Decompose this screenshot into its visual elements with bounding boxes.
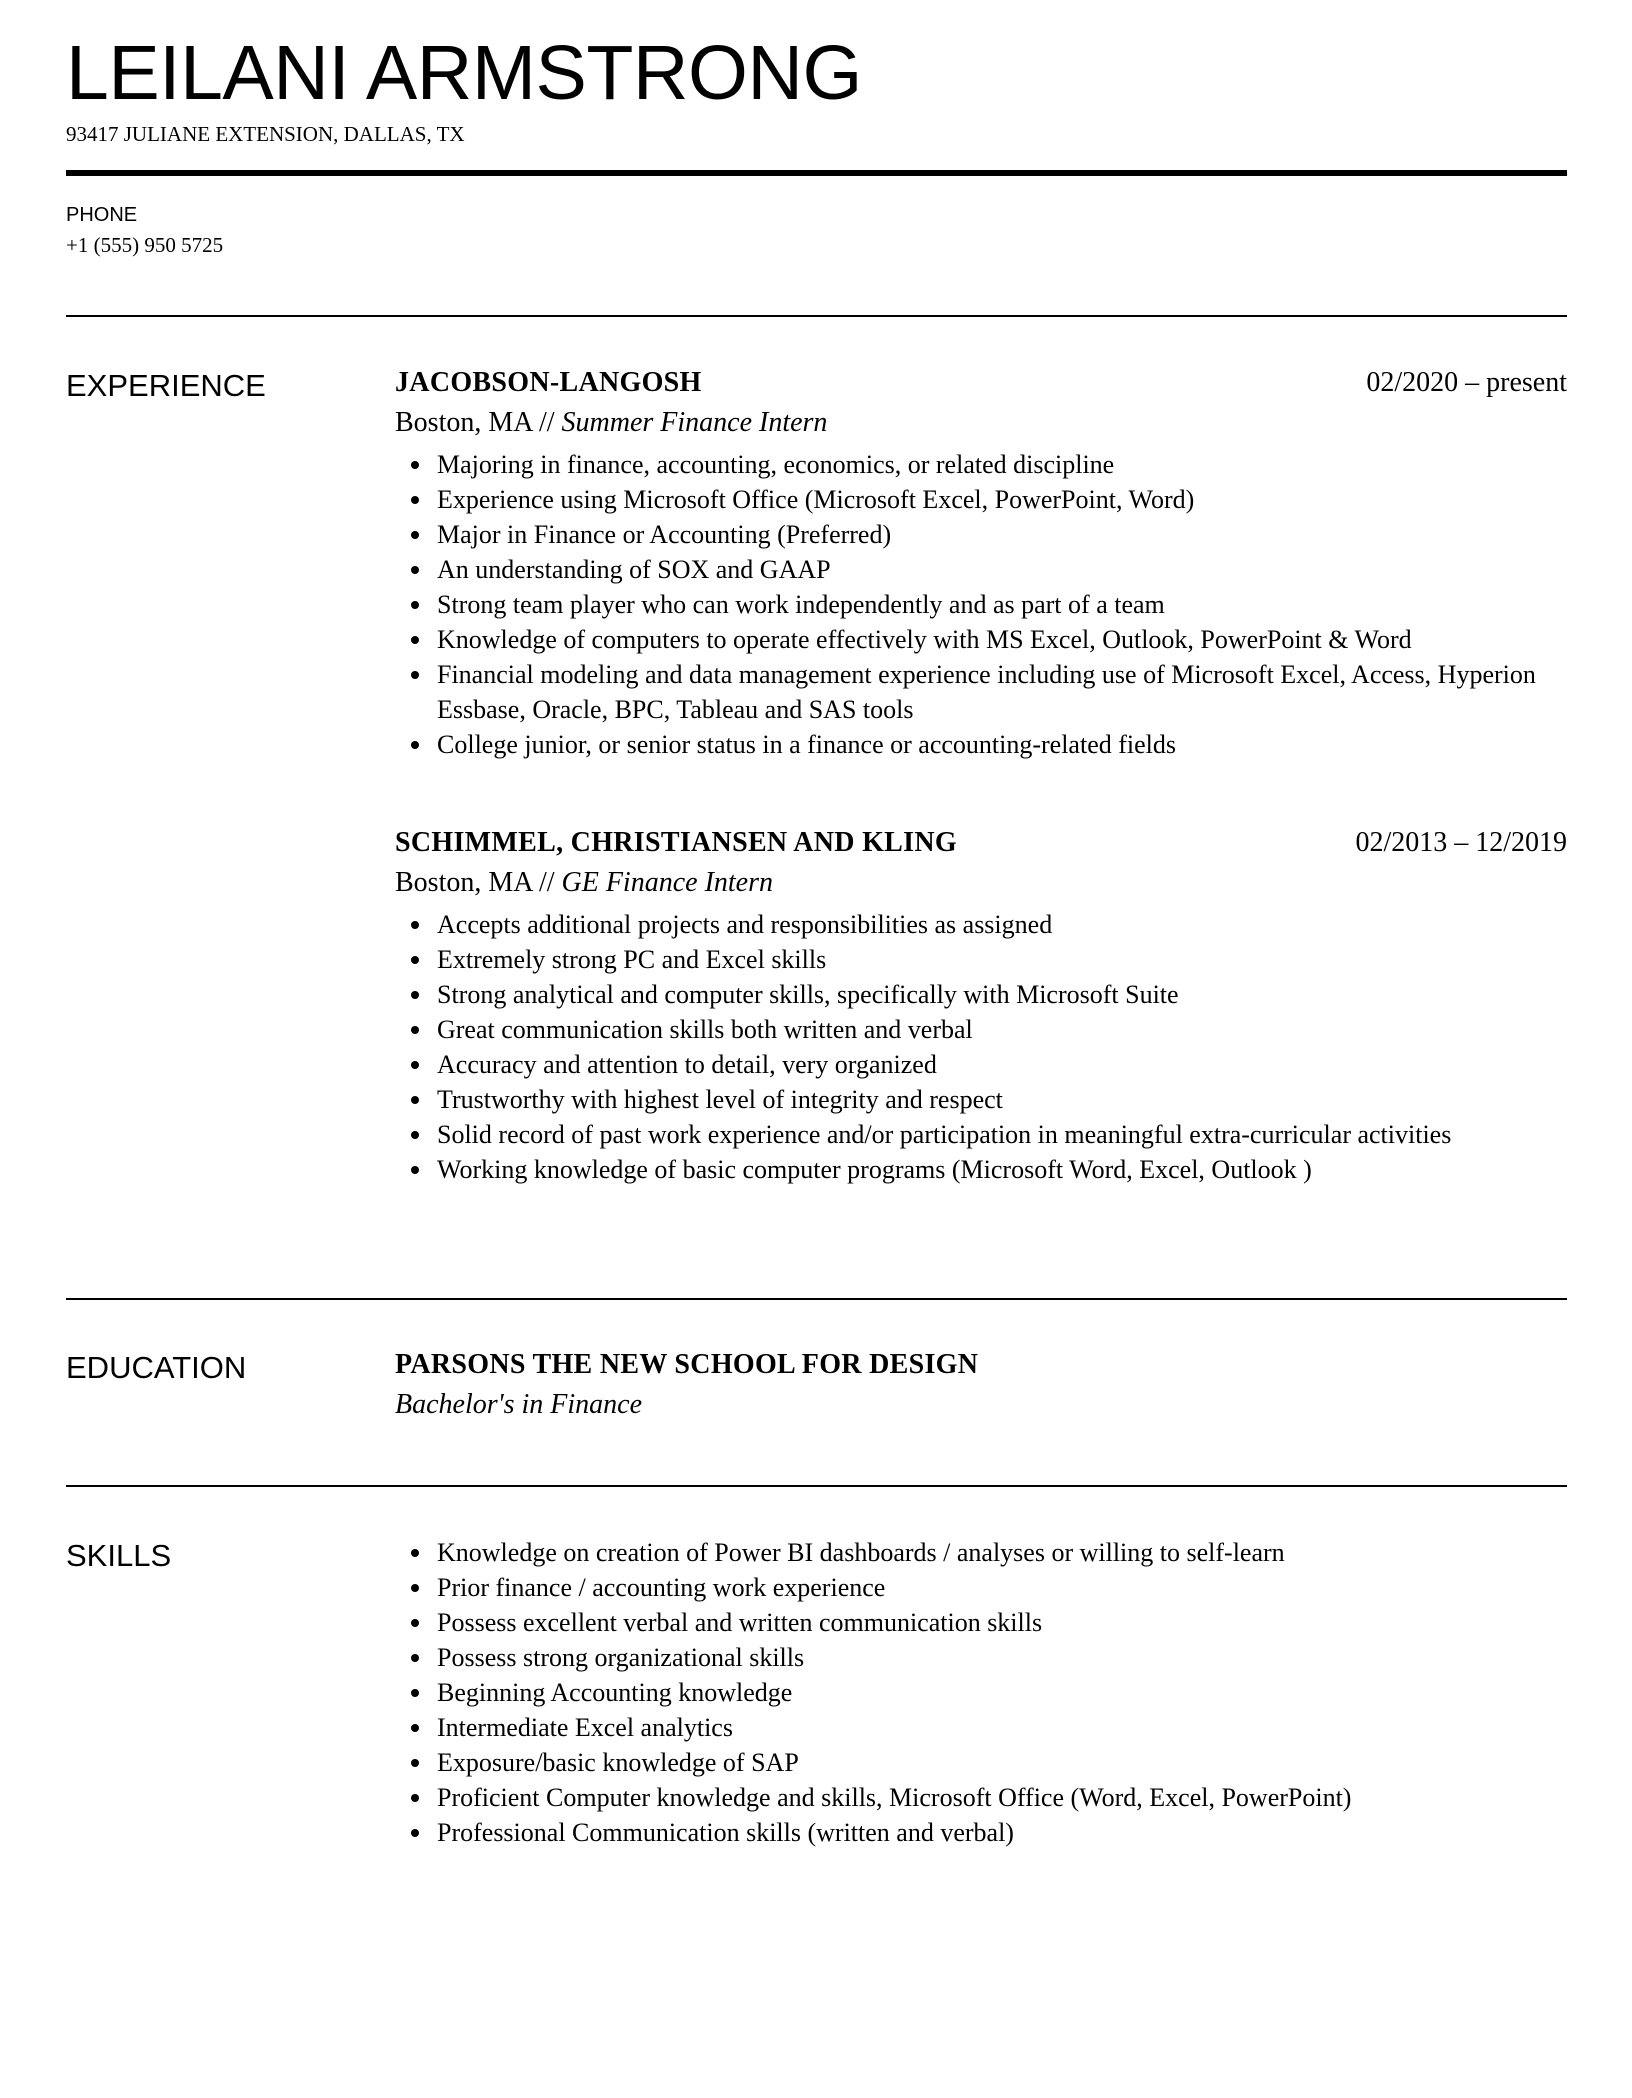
- list-item: Knowledge of computers to operate effectively with MS Excel, Outlook, PowerPoint & Word: [437, 622, 1567, 657]
- location-separator: //: [531, 867, 562, 898]
- candidate-address: 93417 JULIANE EXTENSION, DALLAS, TX: [66, 122, 465, 146]
- degree-name: Bachelor's in Finance: [395, 1389, 643, 1420]
- education-section: [395, 1345, 1567, 1425]
- location-separator: //: [531, 407, 562, 438]
- list-item: Beginning Accounting knowledge: [437, 1675, 1567, 1710]
- list-item: College junior, or senior status in a finance or accounting-related fields: [437, 727, 1567, 762]
- job-dates: 02/2013 – 12/2019: [1355, 827, 1567, 858]
- list-item: Financial modeling and data management experience including use of Microsoft Excel, Access, Hyperion Essbase, Oracle, BPC, Tableau and SAS tools: [437, 657, 1567, 727]
- list-item: Strong analytical and computer skills, specifically with Microsoft Suite: [437, 977, 1567, 1012]
- experience-heading: EXPERIENCE: [66, 368, 266, 403]
- list-item: An understanding of SOX and GAAP: [437, 552, 1567, 587]
- job-entry: [395, 363, 1567, 762]
- candidate-name: LEILANI ARMSTRONG: [66, 30, 862, 116]
- list-item: Intermediate Excel analytics: [437, 1710, 1567, 1745]
- list-item: Experience using Microsoft Office (Microsoft Excel, PowerPoint, Word): [437, 482, 1567, 517]
- list-item: Major in Finance or Accounting (Preferred): [437, 517, 1567, 552]
- school-name: PARSONS THE NEW SCHOOL FOR DESIGN: [395, 1349, 979, 1380]
- job-duties-list: [395, 447, 1567, 762]
- header-divider: [66, 170, 1567, 176]
- phone-label: PHONE: [66, 204, 138, 226]
- job-location-role: [395, 403, 1567, 443]
- job-header: [395, 823, 1567, 863]
- list-item: Exposure/basic knowledge of SAP: [437, 1745, 1567, 1780]
- list-item: Working knowledge of basic computer programs (Microsoft Word, Excel, Outlook ): [437, 1152, 1567, 1187]
- list-item: Extremely strong PC and Excel skills: [437, 942, 1567, 977]
- job-location: Boston, MA: [395, 867, 532, 898]
- list-item: Possess strong organizational skills: [437, 1640, 1567, 1675]
- list-item: Solid record of past work experience and/or participation in meaningful extra-curricular activities: [437, 1117, 1567, 1152]
- list-item: Proficient Computer knowledge and skills, Microsoft Office (Word, Excel, PowerPoint): [437, 1780, 1567, 1815]
- job-location-role: [395, 863, 1567, 903]
- experience-section: [395, 363, 1567, 1187]
- list-item: Trustworthy with highest level of integrity and respect: [437, 1082, 1567, 1117]
- section-divider: [66, 315, 1567, 317]
- list-item: Strong team player who can work independently and as part of a team: [437, 587, 1567, 622]
- skills-list: [395, 1535, 1567, 1850]
- list-item: Accepts additional projects and responsibilities as assigned: [437, 907, 1567, 942]
- skills-section: [395, 1535, 1567, 1850]
- skills-heading: SKILLS: [66, 1538, 172, 1573]
- list-item: Knowledge on creation of Power BI dashboards / analyses or willing to self-learn: [437, 1535, 1567, 1570]
- company-name: JACOBSON-LANGOSH: [395, 367, 702, 398]
- section-divider: [66, 1485, 1567, 1487]
- list-item: Possess excellent verbal and written communication skills: [437, 1605, 1567, 1640]
- job-role: GE Finance Intern: [561, 867, 773, 898]
- job-location: Boston, MA: [395, 407, 532, 438]
- job-duties-list: [395, 907, 1567, 1187]
- job-entry: [395, 823, 1567, 1187]
- list-item: Majoring in finance, accounting, economics, or related discipline: [437, 447, 1567, 482]
- job-header: [395, 363, 1567, 403]
- list-item: Professional Communication skills (written and verbal): [437, 1815, 1567, 1850]
- job-dates: 02/2020 – present: [1366, 367, 1567, 398]
- phone-number: +1 (555) 950 5725: [66, 233, 224, 257]
- job-role: Summer Finance Intern: [561, 407, 828, 438]
- list-item: Accuracy and attention to detail, very organized: [437, 1047, 1567, 1082]
- list-item: Great communication skills both written and verbal: [437, 1012, 1567, 1047]
- education-heading: EDUCATION: [66, 1350, 247, 1385]
- list-item: Prior finance / accounting work experience: [437, 1570, 1567, 1605]
- company-name: SCHIMMEL, CHRISTIANSEN AND KLING: [395, 827, 957, 858]
- section-divider: [66, 1298, 1567, 1300]
